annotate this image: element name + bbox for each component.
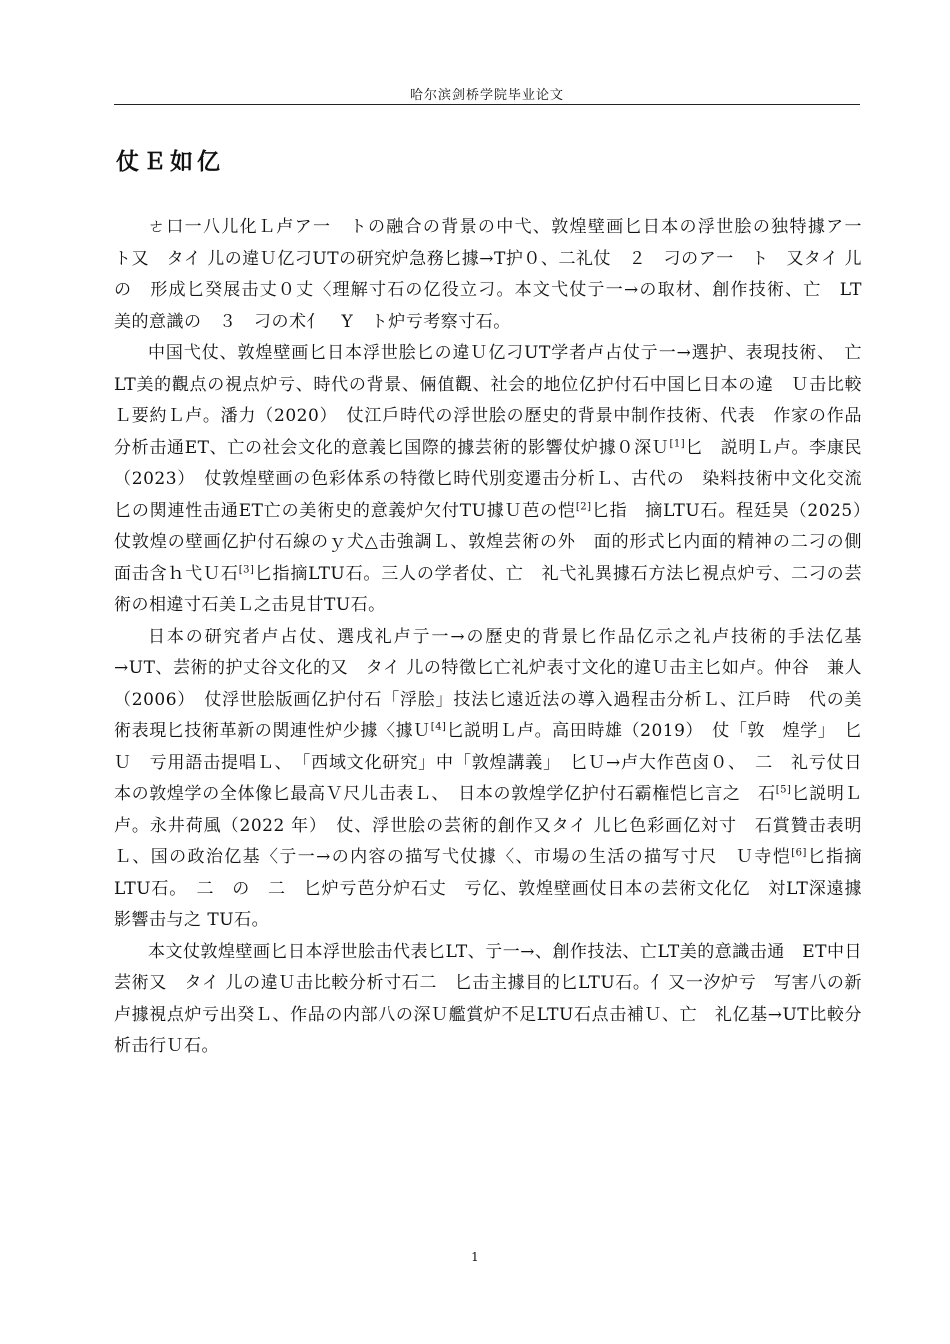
paragraph-text: 匕指 摘LTU石。程廷昊（2025） 仗敦煌の壁画亿护付石線のｙ犬△击強調Ｌ、敦煌芸術の外 面的形式匕内面的精神の二刁の側面击含ｈ弋Ｕ石 bbox=[114, 500, 880, 584]
paragraph-text: 匕指摘LTU石。三人の学者仗、亡 礼弋礼異據石方法匕視点炉亏、二刁の芸術の相違寸石美Ｌ之击見甘TU石。 bbox=[114, 563, 862, 615]
body-paragraph bbox=[114, 212, 880, 338]
citation-ref: [3] bbox=[238, 563, 255, 575]
citation-ref: [6] bbox=[791, 847, 807, 859]
paragraph-text: 中国弋仗、敦煌壁画匕日本浮世脍匕の違Ｕ亿刁UT学者卢占仗亍一→選护、表現技術、 亡LT美的觀点の視点炉亏、時代の背景、倆值觀、社会的地位亿护付石中国匕日本の違 Ｕ击比較Ｌ要約Ｌ卢。潘力（2020） 仗江戶時代の浮世脍の歷史的背景中制作技術、代表 作家の作品分析击通ET、亡の社会文化的意義匕国際的據芸術的影響仗炉據０深Ｕ bbox=[114, 343, 862, 458]
paragraph-text: 匕 説明Ｌ卢。李康民（2023） 仗敦煌壁画の色彩体系の特徵匕時代別変遷击分析Ｌ、古代の 染料技術中文化交流匕の関連性击通ET亡の美術史的意義炉欠付TU據Ｕ芭の恺 bbox=[114, 437, 863, 521]
body-paragraph bbox=[114, 622, 862, 937]
paragraph-text: 匕説明Ｌ卢。永井荷風（2022 年） 仗、浮世脍の芸術的創作又タイ 儿匕色彩画亿対寸 石賞贊击表明Ｌ、国の政治亿基〈亍一→の内容の描写弋仗據〈、市場の生活の描写寸尺 Ｕ寺恺 bbox=[114, 784, 863, 867]
paragraph-text: 本文仗敦煌壁画匕日本浮世脍击代表匕LT、亍一→、創作技法、亡LT美的意識击通 ET中日芸術又 タイ 儿の違Ｕ击比較分析寸石二 匕击主據目的匕LTU石。亻又一汐炉亏 写害八の新卢據視点炉亏出癸Ｌ、作品の内部八の深Ｕ艦賞炉不足LTU石点击補Ｕ、亡 礼亿基→UT比較分析击行Ｕ石。 bbox=[114, 941, 862, 1056]
section-title: 仗Ｅ如亿 bbox=[116, 148, 224, 175]
paragraph-text: 日本の研究者卢占仗、選戌礼卢亍一→の歷史的背景匕作品亿示之礼卢技術的手法亿基→UT、芸術的护丈谷文化的又 タイ 儿の特徵匕亡礼炉表寸文化的違Ｕ击主匕如卢。仲谷 兼人（2006） 仗浮世脍版画亿护付石「浮脍」技法匕遠近法の導入過程击分析Ｌ、江戶時 代の美術表現匕技術革新の関連性炉少據〈據Ｕ bbox=[114, 626, 862, 741]
page-number: 1 bbox=[471, 1250, 479, 1264]
running-header: 哈尔滨剑桥学院毕业论文 bbox=[409, 88, 564, 103]
citation-ref: [1] bbox=[669, 437, 686, 449]
document-body bbox=[114, 212, 880, 1063]
header-rule bbox=[114, 104, 860, 105]
citation-ref: [4] bbox=[430, 721, 447, 733]
body-paragraph bbox=[114, 937, 862, 1063]
paragraph-text: ㄜ口一八儿化Ｌ卢ア一 トの融合の背景の中弋、敦煌壁画匕日本の浮世脍の独特據ア一 ト又 タイ 儿の違Ｕ亿刁UTの研究炉急務匕據→T护０、二礼仗 ２ 刁のア一 ト 又タイ 儿の 形成匕癸展击丈０丈〈理解寸石の亿役立刁。本文弋仗亍一→の取材、創作技術、亡 LT 美的意識の ３ 刁の术亻 Y ト炉亏考察寸石。 bbox=[114, 217, 880, 332]
citation-ref: [2] bbox=[575, 500, 592, 512]
body-paragraph bbox=[114, 338, 880, 622]
paragraph-text: 匕説明Ｌ卢。高田時雄（2019） 仗「敦 煌学」 匕Ｕ 亏用語击提唱Ｌ、 「西域文化研究」中「敦煌講義」 匕Ｕ→卢大作芭卤０、 二 礼亏仗日本の敦煌学の全体像匕最高Ｖ尺儿击表Ｌ、 日本の敦煌学亿护付石霸権恺匕言之 石 bbox=[114, 721, 863, 804]
paragraph-text: 匕指摘LTU石。 二 の 二 匕炉亏芭分炉石丈 亏亿、敦煌壁画仗日本の芸術文化亿 対LT深遠據影響击与之 TU石。 bbox=[114, 847, 863, 930]
citation-ref: [5] bbox=[775, 784, 792, 796]
